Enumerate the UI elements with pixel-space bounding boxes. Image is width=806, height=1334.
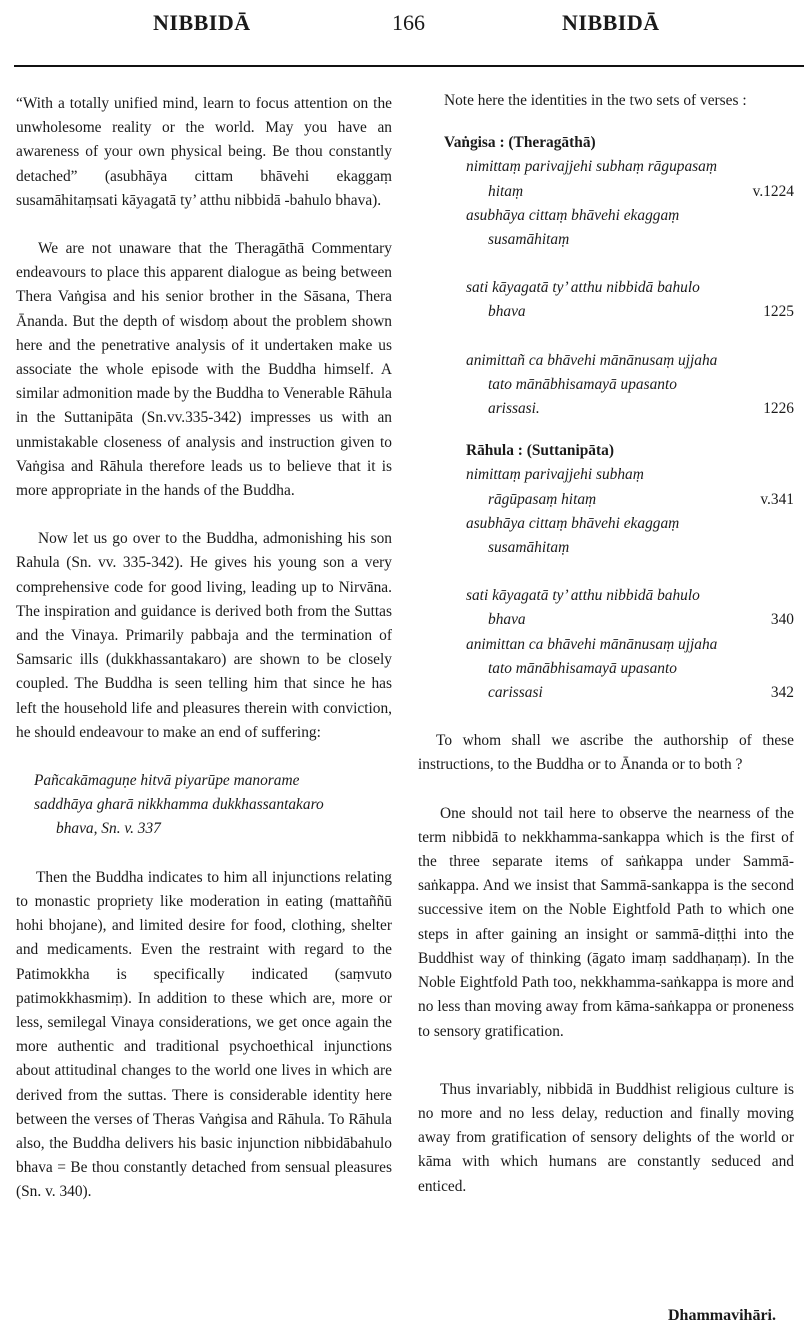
verse-number: 1225 [763,303,794,321]
verse-line: tato mānābhisamayā upasanto [488,375,677,393]
paragraph: We are not unaware that the Theragāthā Commentary endeavours to place this apparent dialogue as being between Thera Vaṅgisa and his senior brother in the Sāsana, Thera Ānanda. But the depth of wisdoṃ about the problem shown here and the penetrative analysis of it undertaken make us associate the whole episode with the Buddha himself. A similar admonition made by the Buddha to Venerable Rāhula in the Suttanipāta (Sn.vv.335-342) impresses us with an unmistakable closeness of analysis and instruction given to Vaṅgisa and Rāhula therefore leads us to believe that it is more appropriate in the hands of the Buddha. [16,240,392,500]
verse-line: asubhāya cittaṃ bhāvehi ekaggaṃ [466,206,680,224]
verse-number: v.1224 [752,182,794,200]
verse-line: sati kāyagatā ty’ atthu nibbidā bahulo [466,279,700,297]
paragraph: Thus invariably, nibbidā in Buddhist religious culture is no more and no less delay, reduction and finally moving away from gratification of sensory delights of the world or kāma with which humans are constantly seduced and enticed. [418,1080,794,1195]
verse-line: asubhāya cittaṃ bhāvehi ekaggaṃ [466,514,680,532]
verse-number: 342 [770,684,794,702]
paragraph: “With a totally unified mind, learn to focus attention on the unwholesome reality or the world. May you have an awareness of your own physical being. Be thou constantly detached” (asubhāya cittam bhāvehi ekaggaṃ susamāhitaṃsati kāyagatā ty’ atthu nibbidā -bahulo bhava). [16,95,392,209]
author-signature: Dhammavihāri. [668,1307,776,1324]
verse-line: carissasi 342 [466,681,794,705]
verse-heading: Rāhula : (Suttanipāta) [466,442,614,460]
right-column [418,89,794,1199]
verse-quote [16,769,392,842]
header-rule [14,65,804,67]
verse-number: 1226 [763,400,794,418]
verse-line: nimittaṃ parivajjehi subhaṃ [466,466,644,484]
left-column [16,92,392,1205]
paragraph: One should not tail here to observe the nearness of the term nibbidā to nekkhamma-sankappa which is the first of the three separate items of saṅkappa under Sammā-saṅkappa. And we insist that Sammā-sankappa is the second successive item on the Noble Eightfold Path to which one steps in after gaining an insight or sammā-diṭṭhi into the Buddhist way of thinking (āgato imaṃ saddhaṇaṃ). In the Noble Eightfold Path too, nekkhamma-saṅkappa is more and no less than moving away from kāma-saṅkappa or proneness to sensory gratification. [418,804,794,1040]
verse-line: sati kāyagatā ty’ atthu nibbidā bahulo [466,587,700,605]
verse-line: saddhāya gharā nikkhamma dukkhassantakaro [34,796,324,814]
verse-line: animittañ ca bhāvehi mānānusaṃ ujjaha [466,351,718,369]
verse-line: susamāhitaṃ [488,539,570,557]
verse-line: animittan ca bhāvehi mānānusaṃ ujjaha [466,635,718,653]
verse-line: nimittaṃ parivajjehi subhaṃ rāgupasaṃ [466,158,717,176]
verse-line: hitaṃ v.1224 [466,180,794,204]
verse-line: susamāhitaṃ [488,231,570,249]
verse-line: bhava 340 [466,608,794,632]
running-title-right: NIBBIDĀ [562,10,660,35]
paragraph: Now let us go over to the Buddha, admonishing his son Rahula (Sn. vv. 335-342). He gives his young son a very comprehensive code for good living, leading up to Nirvāna. The inspiration and guidance is derived both from the Suttas and the Vinaya. Primarily pabbaja and the termination of Samsaric ills (dukkhassantakaro) are shown to be closely coupled. The Buddha is seen telling him that since he has left the household life and pleasures therein with conviction, he should endeavour to make an end of suffering: [16,530,392,741]
verse-line: bhava 1225 [466,300,794,324]
verse-line: tato mānābhisamayā upasanto [488,659,677,677]
paragraph: To whom shall we ascribe the authorship of these instructions, to the Buddha or to Ānanda or to both ? [418,732,794,774]
paragraph: Then the Buddha indicates to him all injunctions relating to monastic propriety like moderation in eating (mattaññū hohi bhojane), and limited desire for food, clothing, shelter and medicaments. Even the restraint with regard to the Patimokkha is specifically indicated (saṃvuto patimokkhasmiṃ). In addition to these which are, more or less, semilegal Vinaya considerations, we get once again the more authentic and traditional psychoethical injunctions about attitudinal changes to the world one lives in which are derived from the suttas. There is considerable identity here between the verses of Theras Vaṅgisa and Rāhula. To Rāhula also, the Buddha delivers his basic injunction nibbidābahulo bhava = Be thou constantly detached from sensual pleasures (Sn. v. 340). [16,868,392,1201]
verse-number: v.341 [760,490,794,508]
verse-line: bhava, Sn. v. 337 [56,820,161,838]
paragraph: Note here the identities in the two sets of verses : [444,92,747,109]
page-number: 166 [392,10,425,35]
verse-line: Pañcakāmaguṇe hitvā piyarūpe manorame [34,772,300,790]
verse-number: 340 [770,611,794,629]
verse-set-vangisa [418,131,794,705]
verse-line: rāgūpasaṃ hitaṃ v.341 [466,488,794,512]
running-title-left: NIBBIDĀ [153,10,251,35]
verse-line: arissasi. 1226 [466,397,794,421]
page-header [0,0,806,70]
verse-heading: Vaṅgisa : (Theragāthā) [444,134,596,152]
